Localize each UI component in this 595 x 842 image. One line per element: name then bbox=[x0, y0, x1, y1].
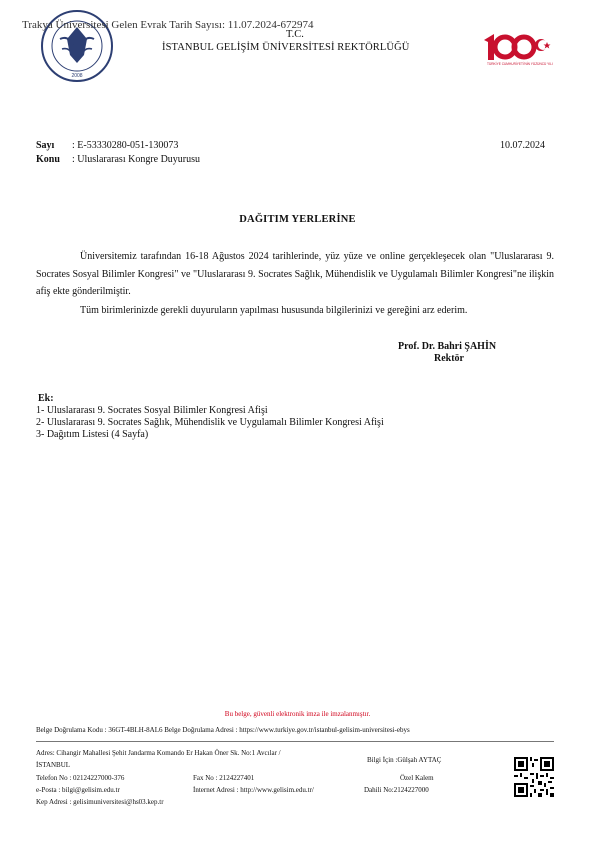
sayi-label: Sayı bbox=[36, 140, 55, 151]
attachment-item: 2- Uluslararası 9. Socrates Sağlık, Mühendislik ve Uygulamalı Bilimler Kongresi Afişi bbox=[36, 417, 384, 428]
e-signature-notice: Bu belge, güvenli elektronik imza ile imzalanmıştır. bbox=[224, 710, 371, 718]
seal-year: 2008 bbox=[71, 73, 83, 79]
letter-body bbox=[36, 248, 554, 319]
footer-email: e-Posta : bilgi@gelisim.edu.tr bbox=[36, 786, 120, 794]
sayi-value: : E-53330280-051-130073 bbox=[72, 140, 179, 151]
footer-phone: Telefon No : 02124227000-376 bbox=[36, 774, 125, 782]
footer-divider bbox=[36, 741, 554, 742]
verification-line: Belge Doğrulama Kodu : 36GT-4BLH-8AL6 Belge Doğrulama Adresi : https://www.turkiye.gov.tr/istanbul-gelisim-universitesi-ebys bbox=[36, 726, 410, 734]
qr-code-icon bbox=[514, 757, 554, 797]
distribution-heading: DAĞITIM YERLERİNE bbox=[239, 214, 356, 225]
footer-fax: Fax No : 2124227401 bbox=[193, 774, 255, 782]
attachment-item: 1- Uluslararası 9. Socrates Sosyal Bilimler Kongresi Afişi bbox=[36, 405, 268, 416]
footer-address-city: İSTANBUL bbox=[36, 761, 71, 769]
header-country: T.C. bbox=[286, 29, 304, 40]
centennial-caption: TÜRKİYE CUMHURİYETİ'NİN YÜZÜNCÜ YILI bbox=[487, 62, 553, 66]
footer-website: İnternet Adresi : http://www.gelisim.edu.tr/ bbox=[193, 786, 314, 794]
attachments-label: Ek: bbox=[38, 393, 54, 404]
footer-internal-number: Dahili No:2124227000 bbox=[364, 786, 429, 794]
body-paragraph-2: Tüm birimlerinizde gerekli duyuruların yapılması hususunda bilgilerinizi ve gereğini arz ederim. bbox=[80, 304, 468, 316]
document-date: 10.07.2024 bbox=[500, 140, 545, 151]
header-institution: İSTANBUL GELİŞİM ÜNİVERSİTESİ REKTÖRLÜĞÜ bbox=[162, 42, 410, 53]
incoming-document-stamp: Trakya Üniversitesi Gelen Evrak Tarih Sayısı: 11.07.2024-672974 bbox=[22, 19, 314, 31]
footer-address: Adres: Cihangir Mahallesi Şehit Jandarma Komando Er Hakan Öner Sk. No:1 Avcılar / bbox=[36, 749, 281, 757]
konu-value: : Uluslararası Kongre Duyurusu bbox=[72, 154, 201, 165]
attachment-item: 3- Dağıtım Listesi (4 Sayfa) bbox=[36, 429, 149, 440]
body-paragraph-1: Üniversitemiz tarafından 16-18 Ağustos 2024 tarihlerinde, yüz yüze ve online gerçekleşecek olan "Uluslararası 9. Socrates Sosyal Bilimler Kongresi" ve "Uluslararası 9. Socrates Sağlık, Mühendislik ve Uygulamalı Bilimler Kongresi"ne ilişkin afiş ekte gönderilmiştir. bbox=[36, 251, 554, 297]
signer-title: Rektör bbox=[434, 353, 464, 364]
footer-info-contact: Bilgi İçin :Gülşah AYTAÇ bbox=[367, 756, 442, 764]
footer-kep: Kep Adresi : gelisimuniversitesi@hs03.kep.tr bbox=[36, 798, 164, 806]
signer-name: Prof. Dr. Bahri ŞAHİN bbox=[398, 341, 497, 352]
footer-info-role: Özel Kalem bbox=[400, 774, 434, 782]
konu-label: Konu bbox=[36, 154, 60, 165]
